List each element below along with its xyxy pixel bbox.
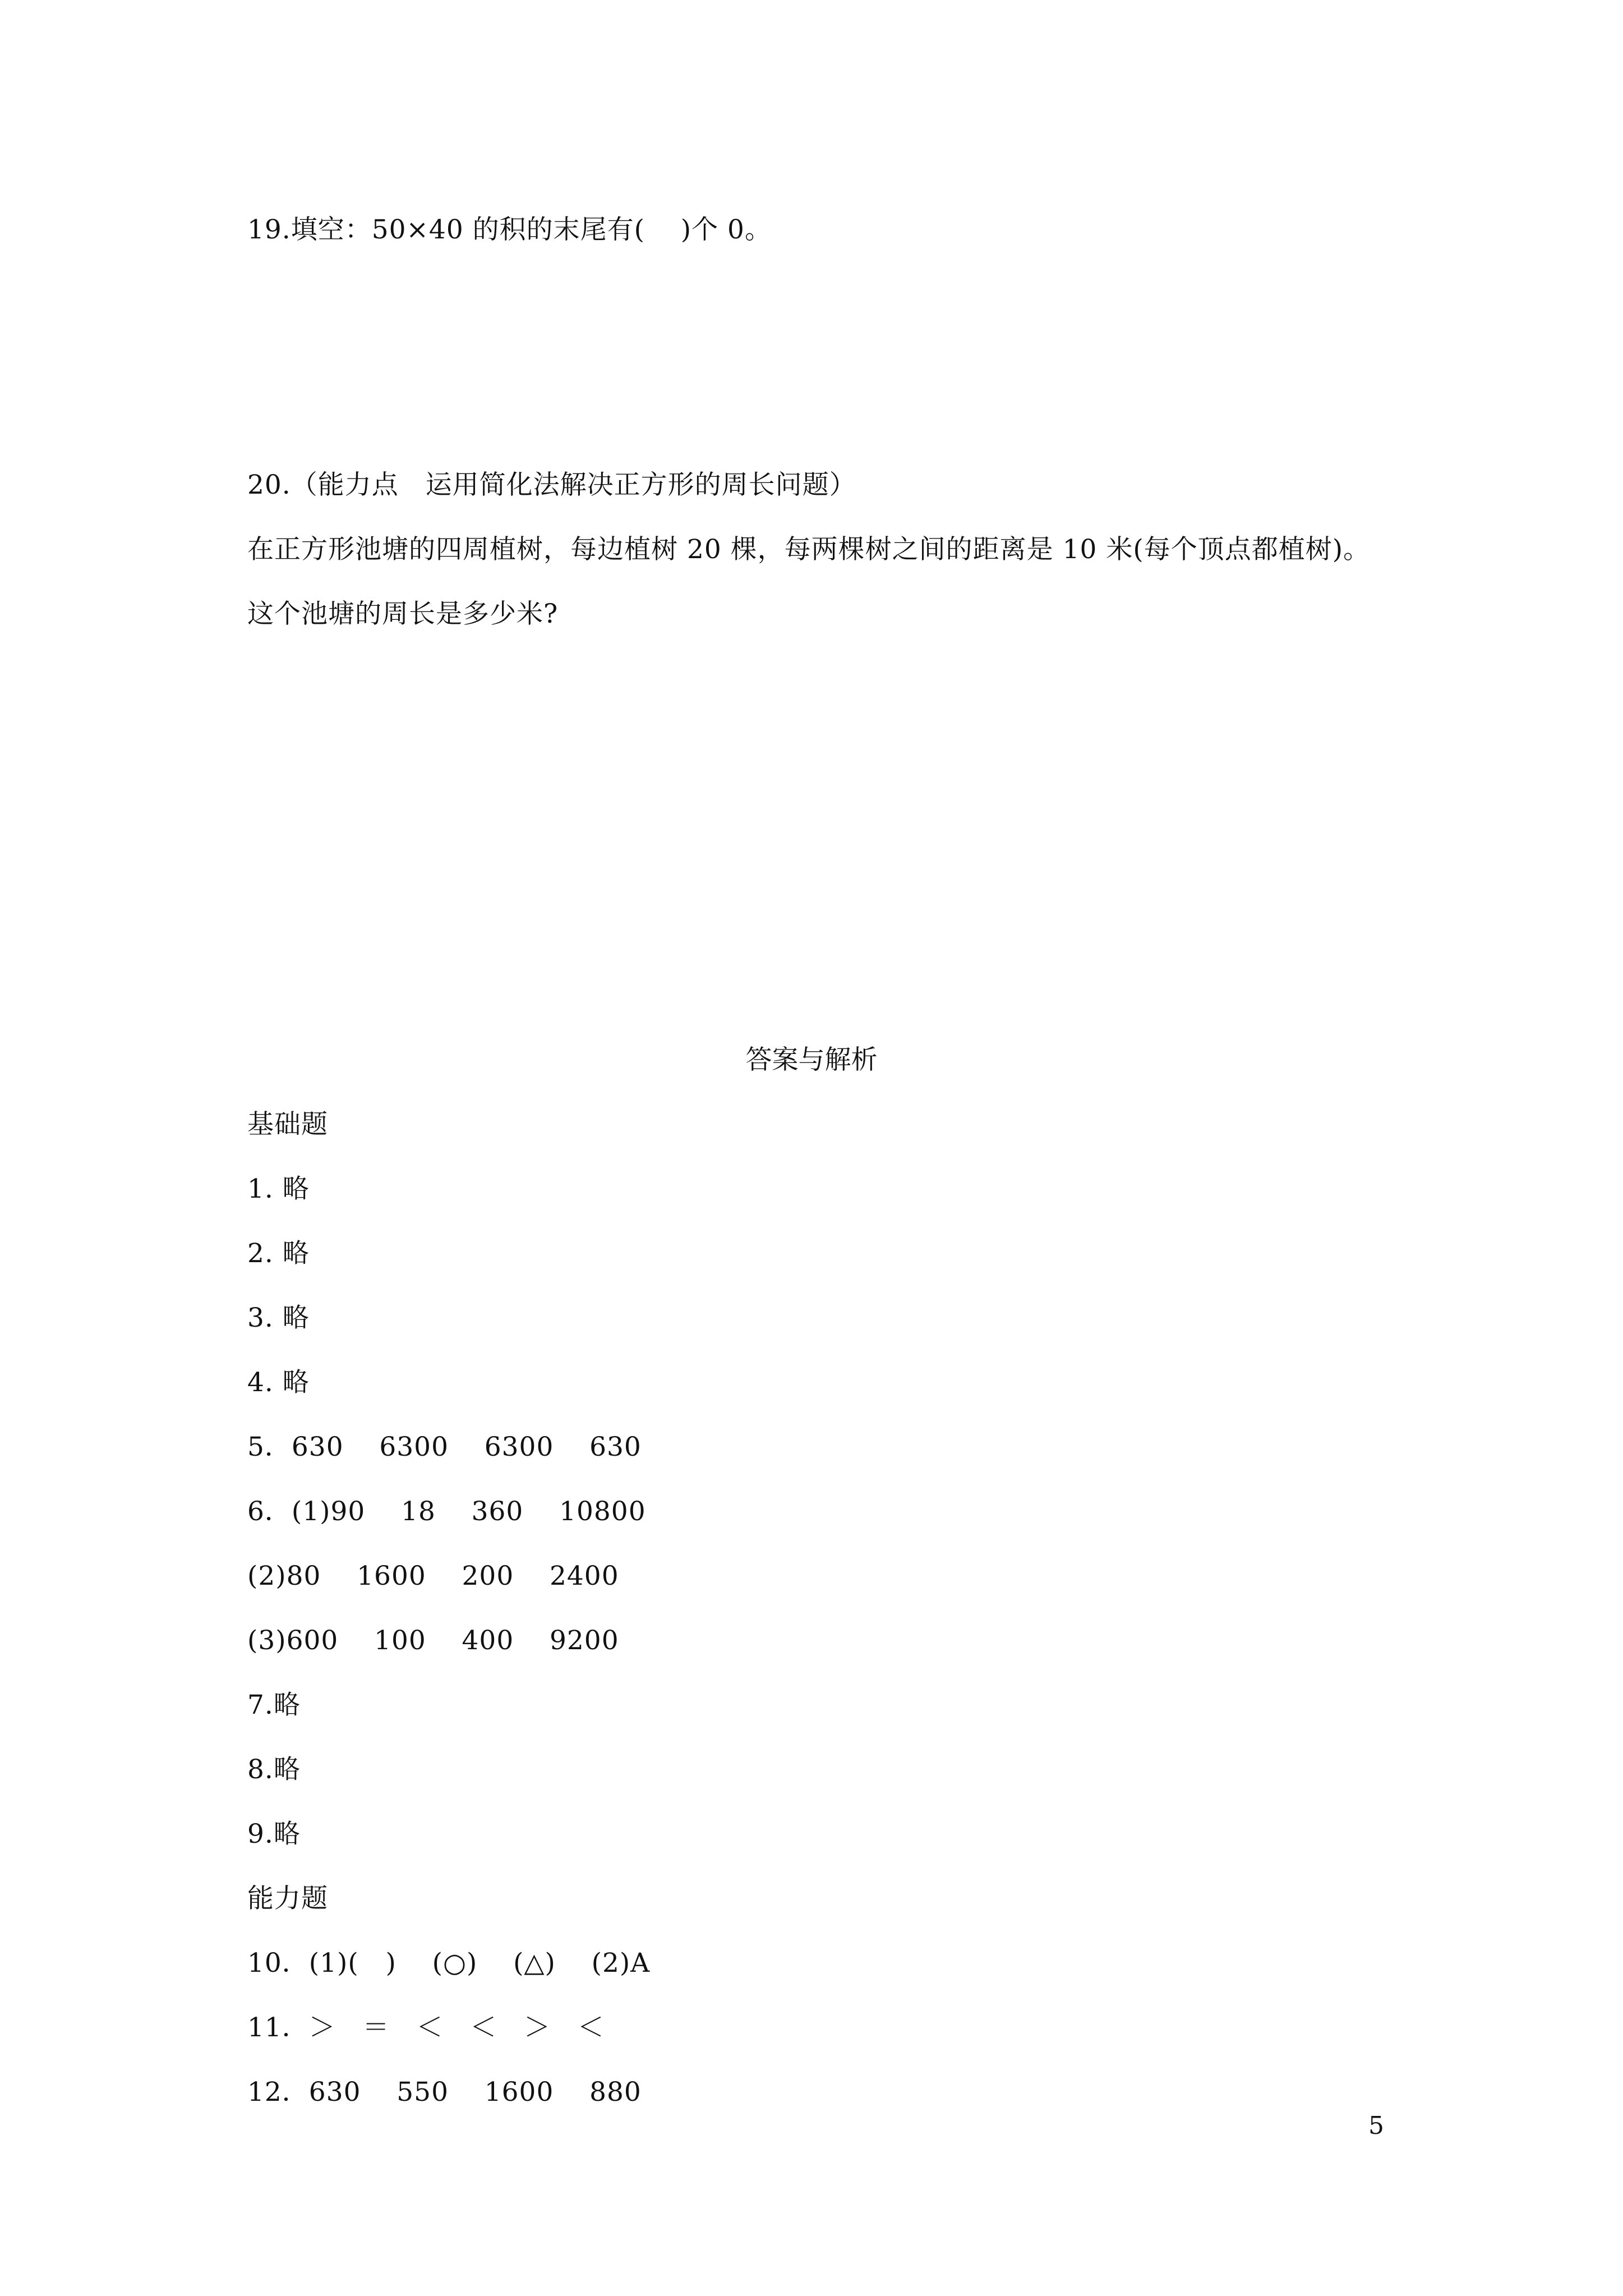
answer-line-3: 3. 略 xyxy=(247,1303,310,1333)
answer-line-12: 12．630 550 1600 880 xyxy=(247,2077,642,2108)
answer-line-7: 7.略 xyxy=(247,1690,301,1720)
answer-line-6-2: (2)80 1600 200 2400 xyxy=(247,1561,619,1591)
page-number: 5 xyxy=(1368,2111,1384,2140)
answer-line-6-3: (3)600 100 400 9200 xyxy=(247,1625,619,1656)
question-20-title: 20.（能力点 运用简化法解决正方形的周长问题） xyxy=(247,470,856,500)
question-20-text-line-2: 这个池塘的周长是多少米? xyxy=(247,599,559,629)
answer-line-10: 10．(1)( ) (○) (△) (2)A xyxy=(247,1948,651,1978)
answer-line-9: 9.略 xyxy=(247,1819,301,1849)
answer-line-11: 11．＞ ＝ ＜ ＜ ＞ ＜ xyxy=(247,2012,605,2043)
answer-line-1: 1. 略 xyxy=(247,1174,310,1204)
answers-heading: 答案与解析 xyxy=(745,1045,878,1075)
question-19: 19.填空：50×40 的积的末尾有( )个 0。 xyxy=(247,214,772,245)
section-ability-title: 能力题 xyxy=(247,1883,328,1914)
answer-line-2: 2. 略 xyxy=(247,1238,310,1269)
answer-line-6-1: 6．(1)90 18 360 10800 xyxy=(247,1496,646,1527)
question-20-text-line-1: 在正方形池塘的四周植树，每边植树 20 棵，每两棵树之间的距离是 10 米(每个顶点都植树)。 xyxy=(247,534,1371,565)
section-basic-title: 基础题 xyxy=(247,1109,328,1140)
answer-line-4: 4. 略 xyxy=(247,1367,310,1398)
answer-line-5: 5．630 6300 6300 630 xyxy=(247,1432,642,1462)
answer-line-8: 8.略 xyxy=(247,1754,301,1785)
